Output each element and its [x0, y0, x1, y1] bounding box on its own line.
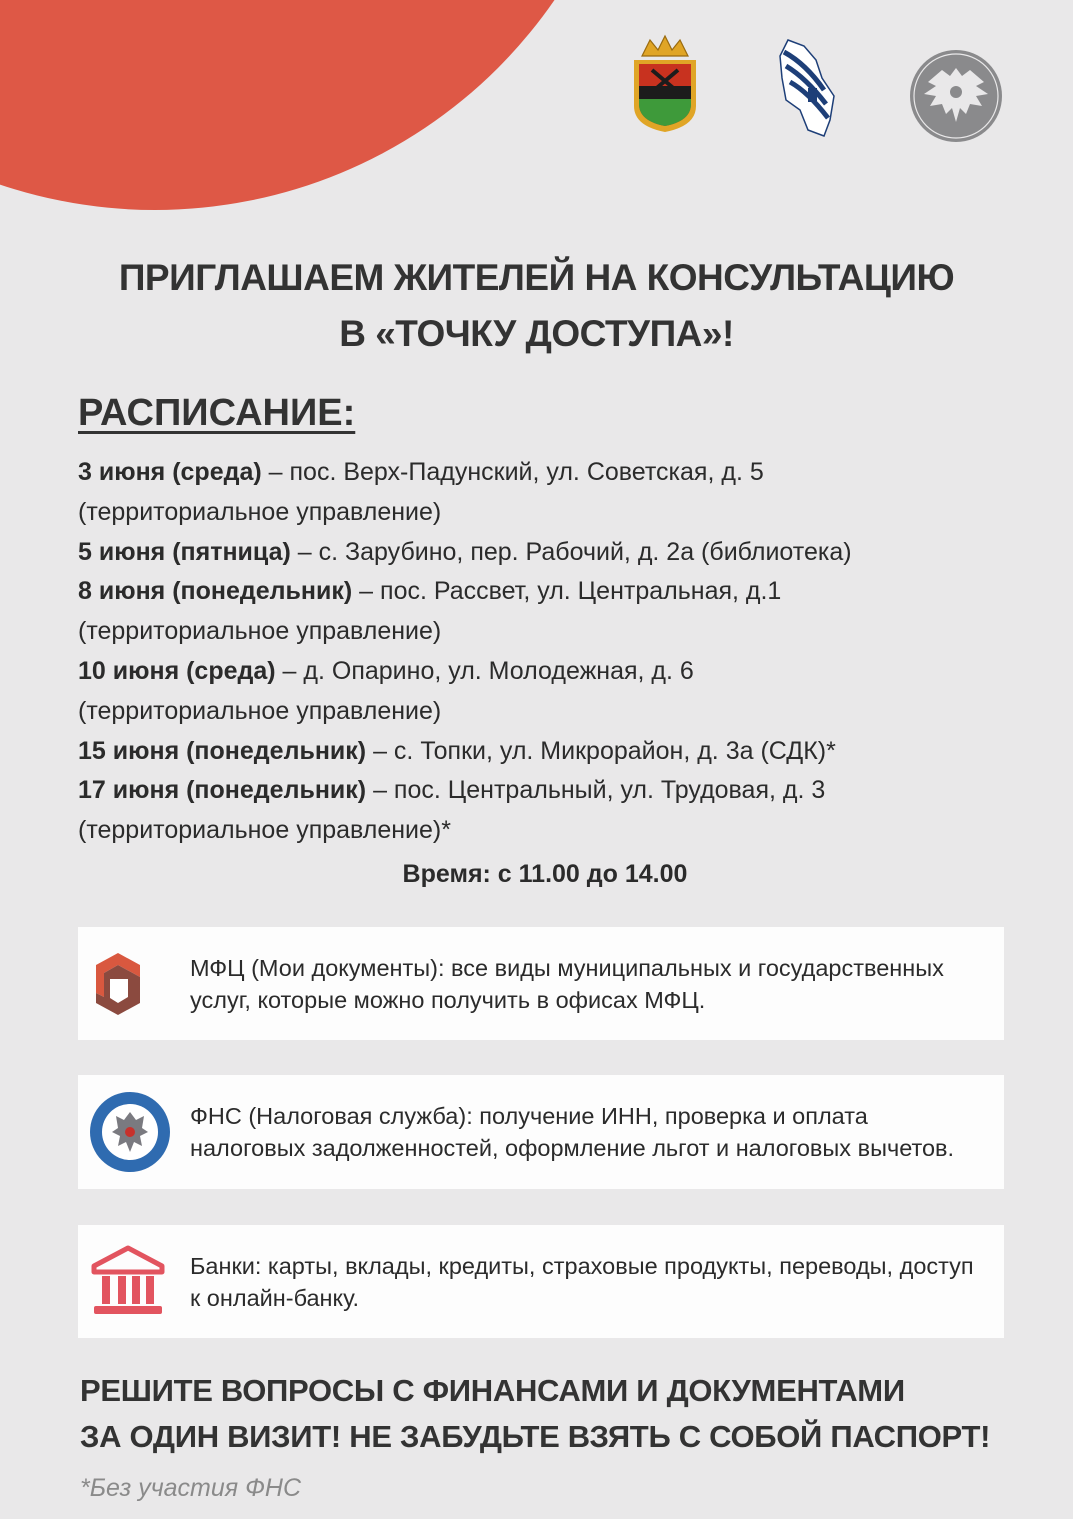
schedule-entry	[78, 732, 1038, 772]
kemerovo-coat-of-arms-icon	[630, 34, 700, 134]
mfc-logo-icon	[88, 949, 148, 1019]
header-logos	[630, 34, 1010, 139]
schedule-note: (территориальное управление)*	[78, 816, 451, 845]
schedule-entry	[78, 453, 1038, 493]
schedule-place: – пос. Рассвет, ул. Центральная, д.1	[352, 577, 782, 606]
service-card-fns	[78, 1075, 1004, 1189]
service-text: ФНС (Налоговая служба): получение ИНН, проверка и оплата налоговых задолженностей, оформление льгот и налоговых вычетов.	[190, 1103, 955, 1161]
footnote: *Без участия ФНС	[80, 1474, 302, 1502]
service-text: МФЦ (Мои документы): все виды муниципальных и государственных услуг, которые можно получить в офисах МФЦ.	[190, 954, 944, 1013]
service-card-banks	[78, 1225, 1004, 1338]
title-line-1: ПРИГЛАШАЕМ ЖИТЕЛЕЙ НА КОНСУЛЬТАЦИЮ	[118, 257, 955, 298]
schedule-entry	[78, 533, 1038, 573]
schedule-place: – с. Зарубино, пер. Рабочий, д. 2а (библиотека)	[290, 537, 852, 566]
closing-message	[80, 1368, 1070, 1460]
schedule-note: (территориальное управление)	[78, 617, 442, 646]
schedule-place: – д. Опарино, ул. Молодежная, д. 6	[275, 656, 694, 685]
schedule-heading: РАСПИСАНИЕ:	[78, 392, 356, 434]
service-text: Банки: карты, вклады, кредиты, страховые продукты, переводы, доступ к онлайн-банку.	[190, 1252, 974, 1311]
kemerovo-region-map-icon	[778, 38, 838, 138]
schedule-note: (территориальное управление)	[78, 696, 442, 725]
page-title	[0, 250, 1073, 362]
closing-line-1: РЕШИТЕ ВОПРОСЫ С ФИНАНСАМИ И ДОКУМЕНТАМИ	[80, 1373, 905, 1408]
schedule-entry	[78, 771, 1038, 811]
schedule-place: – пос. Верх-Падунский, ул. Советская, д. 5	[261, 458, 764, 486]
title-line-2: В «ТОЧКУ ДОСТУПА»!	[339, 313, 734, 354]
schedule-list	[78, 453, 1038, 851]
schedule-date: 3 июня (среда)	[78, 458, 262, 486]
schedule-date: 8 июня (понедельник)	[78, 577, 353, 606]
schedule-note: (территориальное управление)	[78, 497, 442, 526]
schedule-place: – с. Топки, ул. Микрорайон, д. 3а (СДК)*	[366, 736, 836, 765]
schedule-date: 17 июня (понедельник)	[78, 776, 367, 805]
schedule-entry	[78, 572, 1038, 612]
schedule-place: – пос. Центральный, ул. Трудовая, д. 3	[366, 776, 826, 805]
schedule-entry	[78, 652, 1038, 692]
closing-line-2: ЗА ОДИН ВИЗИТ! НЕ ЗАБУДЬТЕ ВЗЯТЬ С СОБОЙ ПАСПОРТ!	[80, 1419, 991, 1454]
service-card-mfc	[78, 927, 1004, 1040]
schedule-date: 10 июня (среда)	[78, 656, 276, 685]
opening-hours: Время: с 11.00 до 14.00	[402, 860, 688, 888]
bank-building-icon	[88, 1242, 168, 1322]
schedule-date: 5 июня (пятница)	[78, 537, 291, 566]
schedule-date: 15 июня (понедельник)	[78, 736, 367, 765]
fns-emblem-icon	[88, 1090, 172, 1174]
decorative-red-circle	[0, 0, 640, 210]
central-bank-eagle-icon	[906, 46, 1006, 146]
